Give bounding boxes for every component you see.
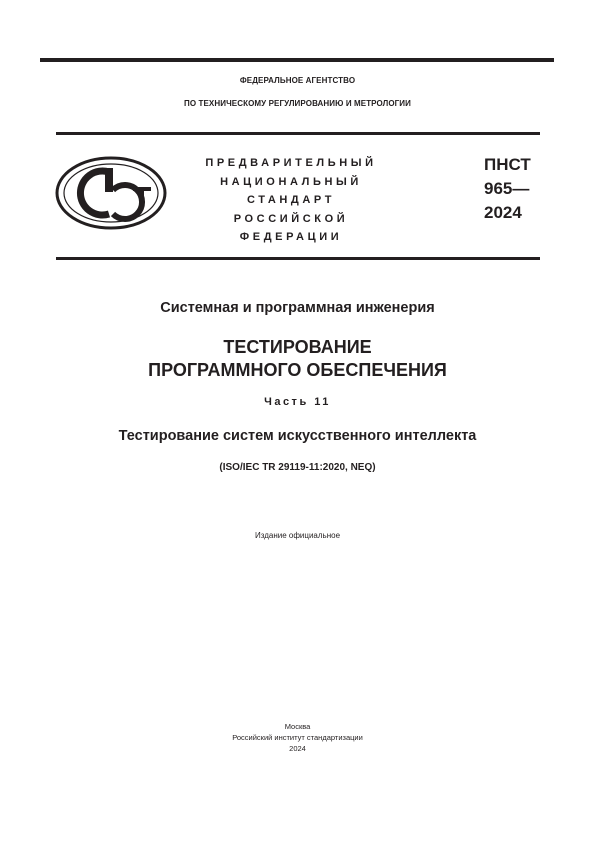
header-bottom-rule bbox=[56, 257, 540, 260]
imprint-year: 2024 bbox=[289, 744, 306, 753]
agency-name-line-1: ФЕДЕРАЛЬНОЕ АГЕНТСТВО bbox=[239, 76, 356, 85]
standard-number-line: 965— bbox=[484, 179, 530, 198]
standard-type-line: ПРЕДВАРИТЕЛЬНЫЙ bbox=[205, 157, 377, 169]
document-subtitle: Тестирование систем искусственного интеллекта bbox=[118, 428, 477, 444]
imprint bbox=[0, 721, 595, 754]
standard-type-line: РОССИЙСКОЙ bbox=[233, 212, 349, 225]
gost-r-logo-icon bbox=[55, 156, 167, 230]
header-divider bbox=[56, 132, 540, 135]
standard-number bbox=[484, 153, 531, 225]
document-subject: Системная и программная инженерия bbox=[160, 300, 435, 316]
standard-number-line: 2024 bbox=[484, 203, 522, 222]
document-title-line-2: ПРОГРАММНОГО ОБЕСПЕЧЕНИЯ bbox=[148, 360, 447, 380]
imprint-publisher: Российский институт стандартизации bbox=[232, 733, 363, 742]
document-part: Часть 11 bbox=[264, 396, 331, 408]
standard-type-line: НАЦИОНАЛЬНЫЙ bbox=[220, 175, 362, 188]
standard-type-line: ФЕДЕРАЦИИ bbox=[239, 231, 343, 243]
international-reference: (ISO/IEC TR 29119-11:2020, NEQ) bbox=[219, 462, 376, 473]
document-title-line-1: ТЕСТИРОВАНИЕ bbox=[223, 337, 372, 357]
document-title bbox=[0, 336, 595, 382]
top-rule bbox=[40, 58, 554, 62]
standard-type-line: СТАНДАРТ bbox=[246, 194, 336, 206]
edition-note: Издание официальное bbox=[254, 531, 341, 540]
standard-number-line: ПНСТ bbox=[484, 155, 531, 174]
agency-name-line-2: ПО ТЕХНИЧЕСКОМУ РЕГУЛИРОВАНИЮ И МЕТРОЛОГИИ bbox=[183, 99, 412, 108]
imprint-city: Москва bbox=[284, 722, 311, 731]
standard-type bbox=[180, 154, 402, 247]
